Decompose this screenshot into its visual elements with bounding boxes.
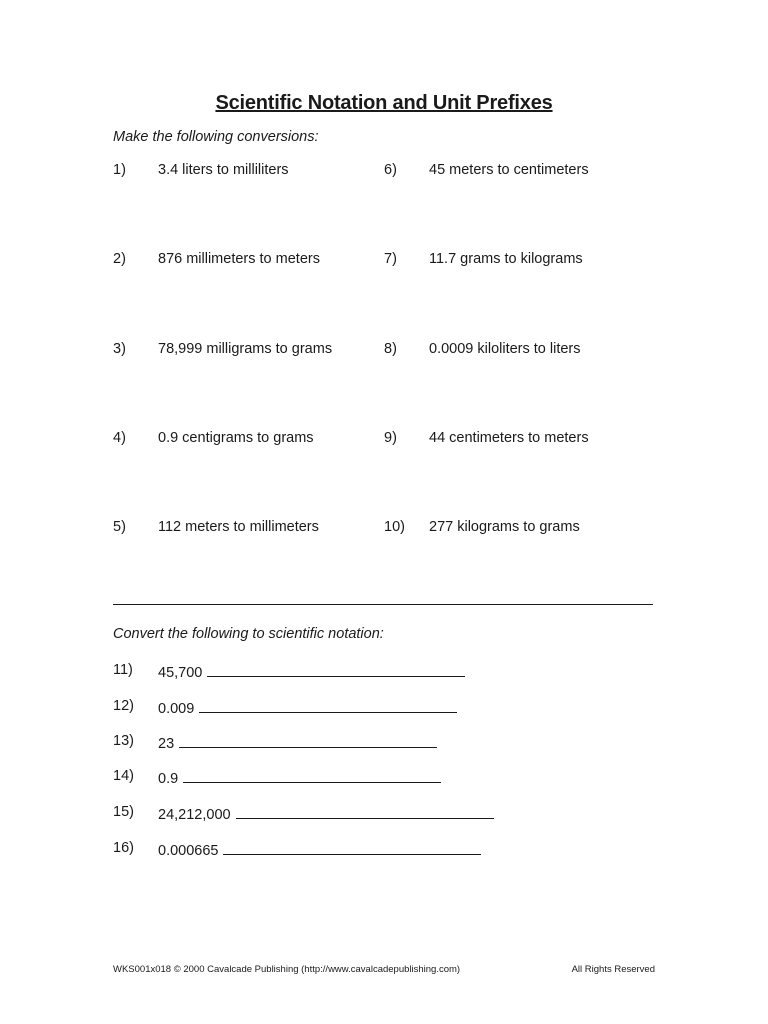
question-text: 112 meters to millimeters: [158, 519, 319, 535]
question-number: 15): [113, 804, 134, 820]
answer-blank[interactable]: [199, 698, 457, 713]
question-number: 11): [113, 662, 133, 678]
question-number: 9): [384, 430, 397, 446]
question-number: 3): [113, 341, 126, 357]
question-number: 6): [384, 162, 397, 178]
question-value: 23: [158, 736, 175, 752]
conversions-instruction: Make the following conversions:: [113, 129, 319, 145]
footer-rights: All Rights Reserved: [571, 964, 655, 975]
question-number: 7): [384, 251, 397, 267]
question-text: 876 millimeters to meters: [158, 251, 320, 267]
question-number: 13): [113, 733, 134, 749]
question-text: 3.4 liters to milliliters: [158, 162, 289, 178]
footer-copyright: WKS001x018 © 2000 Cavalcade Publishing (http://www.cavalcadepublishing.com): [113, 964, 461, 975]
question-value: 24,212,000: [158, 807, 231, 823]
answer-blank[interactable]: [179, 733, 437, 748]
answer-blank[interactable]: [223, 840, 481, 855]
question-value: 0.9: [158, 771, 179, 787]
answer-blank[interactable]: [236, 804, 494, 819]
question-text: 0.9 centigrams to grams: [158, 430, 314, 446]
question-number: 2): [113, 251, 126, 267]
question-number: 14): [113, 768, 134, 784]
answer-blank[interactable]: [183, 768, 441, 783]
section-divider: [113, 604, 653, 605]
scientific-notation-instruction: Convert the following to scientific notation:: [113, 626, 384, 642]
question-value: 45,700: [158, 665, 203, 681]
question-number: 16): [113, 840, 134, 856]
question-number: 4): [113, 430, 126, 446]
question-text: 44 centimeters to meters: [429, 430, 589, 446]
question-number: 8): [384, 341, 397, 357]
question-text: 11.7 grams to kilograms: [429, 251, 583, 267]
answer-blank[interactable]: [207, 662, 465, 677]
question-number: 1): [113, 162, 126, 178]
question-text: 277 kilograms to grams: [429, 519, 580, 535]
question-text: 78,999 milligrams to grams: [158, 341, 333, 357]
question-value: 0.000665: [158, 843, 219, 859]
question-value: 0.009: [158, 701, 195, 717]
page-title: Scientific Notation and Unit Prefixes: [215, 92, 553, 114]
question-number: 5): [113, 519, 126, 535]
question-text: 0.0009 kiloliters to liters: [429, 341, 581, 357]
question-number: 12): [113, 698, 134, 714]
question-number: 10): [384, 519, 405, 535]
question-text: 45 meters to centimeters: [429, 162, 589, 178]
